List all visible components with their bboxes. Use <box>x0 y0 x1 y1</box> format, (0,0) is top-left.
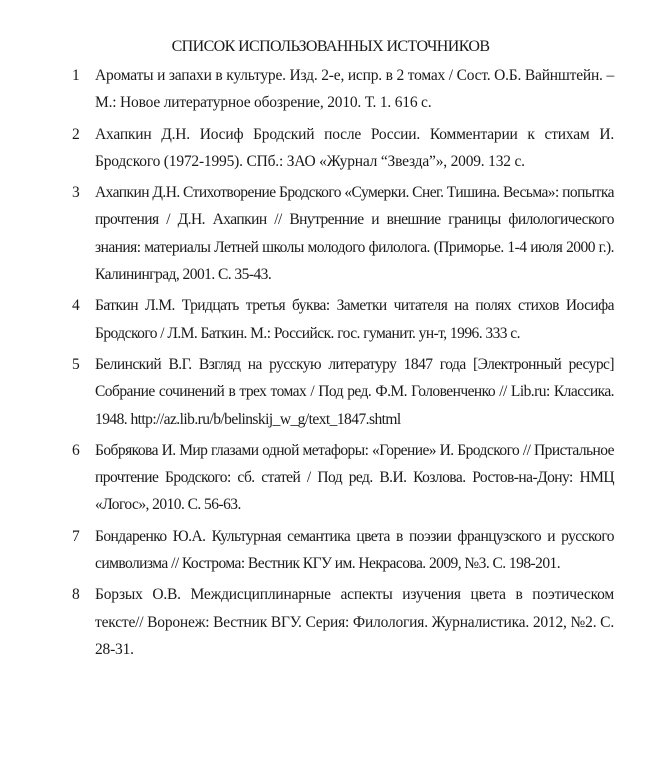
list-item <box>0 523 649 578</box>
list-item <box>0 179 649 288</box>
entry-text: Бондаренко Ю.А. Культурная семантика цвета в поэзии французского и русского символизма // Кострома: Вестник КГУ им. Некрасова. 2009, №3. С. 198-201. <box>95 527 614 573</box>
entry-number: 3 <box>72 184 80 202</box>
entry-number: 4 <box>72 297 80 315</box>
entry-text: Ахапкин Д.Н. Иосиф Бродский после России. Комментарии к стихам И. Бродского (1972-1995). СПб.: ЗАО «Журнал “Звезда”», 2009. 132 с. <box>95 125 614 170</box>
list-item <box>0 292 649 347</box>
entry-number: 8 <box>72 586 80 604</box>
bibliography-list <box>0 62 649 667</box>
entry-number: 6 <box>72 441 80 459</box>
entry-text: Ахапкин Д.Н. Стихотворение Бродского «Сумерки. Снег. Тишина. Весьма»: попытка прочтения / Д.Н. Ахапкин // Внутренние и внешние границы филологического знания: материалы Летней школы молодого филолога. (Приморье. 1-4 июля 2000 г.). Калининград, 2001. С. 35-43. <box>95 184 614 284</box>
list-item <box>0 62 649 117</box>
entry-text: Белинский В.Г. Взгляд на русскую литературу 1847 года [Электронный ресурс] Собрание сочинений в трех томах / Под ред. Ф.М. Головенченко // Lib.ru: Классика. 1948. http://az.lib.ru/b/belinskij_w_g/text_1847.shtml <box>95 355 614 428</box>
entry-text: Ароматы и запахи в культуре. Изд. 2-е, испр. в 2 томах / Сост. О.Б. Вайнштейн. – М.: Новое литературное обозрение, 2010. Т. 1. 616 с. <box>95 67 614 112</box>
entry-number: 7 <box>72 527 80 545</box>
list-item <box>0 437 649 519</box>
entry-number: 5 <box>72 355 80 373</box>
list-item <box>0 581 649 663</box>
list-item <box>0 121 649 176</box>
page-title: СПИСОК ИСПОЛЬЗОВАННЫХ ИСТОЧНИКОВ <box>171 38 490 55</box>
entry-number: 2 <box>72 125 80 143</box>
entry-text: Борзых О.В. Междисциплинарные аспекты изучения цвета в поэтическом тексте// Воронеж: Вестник ВГУ. Серия: Филология. Журналистика. 2012, №2. С. 28-31. <box>95 586 614 658</box>
entry-number: 1 <box>72 67 80 84</box>
entry-text: Баткин Л.М. Тридцать третья буква: Заметки читателя на полях стихов Иосифа Бродского / Л.М. Баткин. М.: Российск. гос. гуманит. ун-т, 1996. 333 с. <box>95 297 614 342</box>
entry-text: Бобрякова И. Мир глазами одной метафоры: «Горение» И. Бродского // Пристальное прочтение Бродского: сб. статей / Под ред. В.И. Козлова. Ростов-на-Дону: НМЦ «Логос», 2010. С. 56-63. <box>95 441 614 514</box>
list-item <box>0 351 649 433</box>
